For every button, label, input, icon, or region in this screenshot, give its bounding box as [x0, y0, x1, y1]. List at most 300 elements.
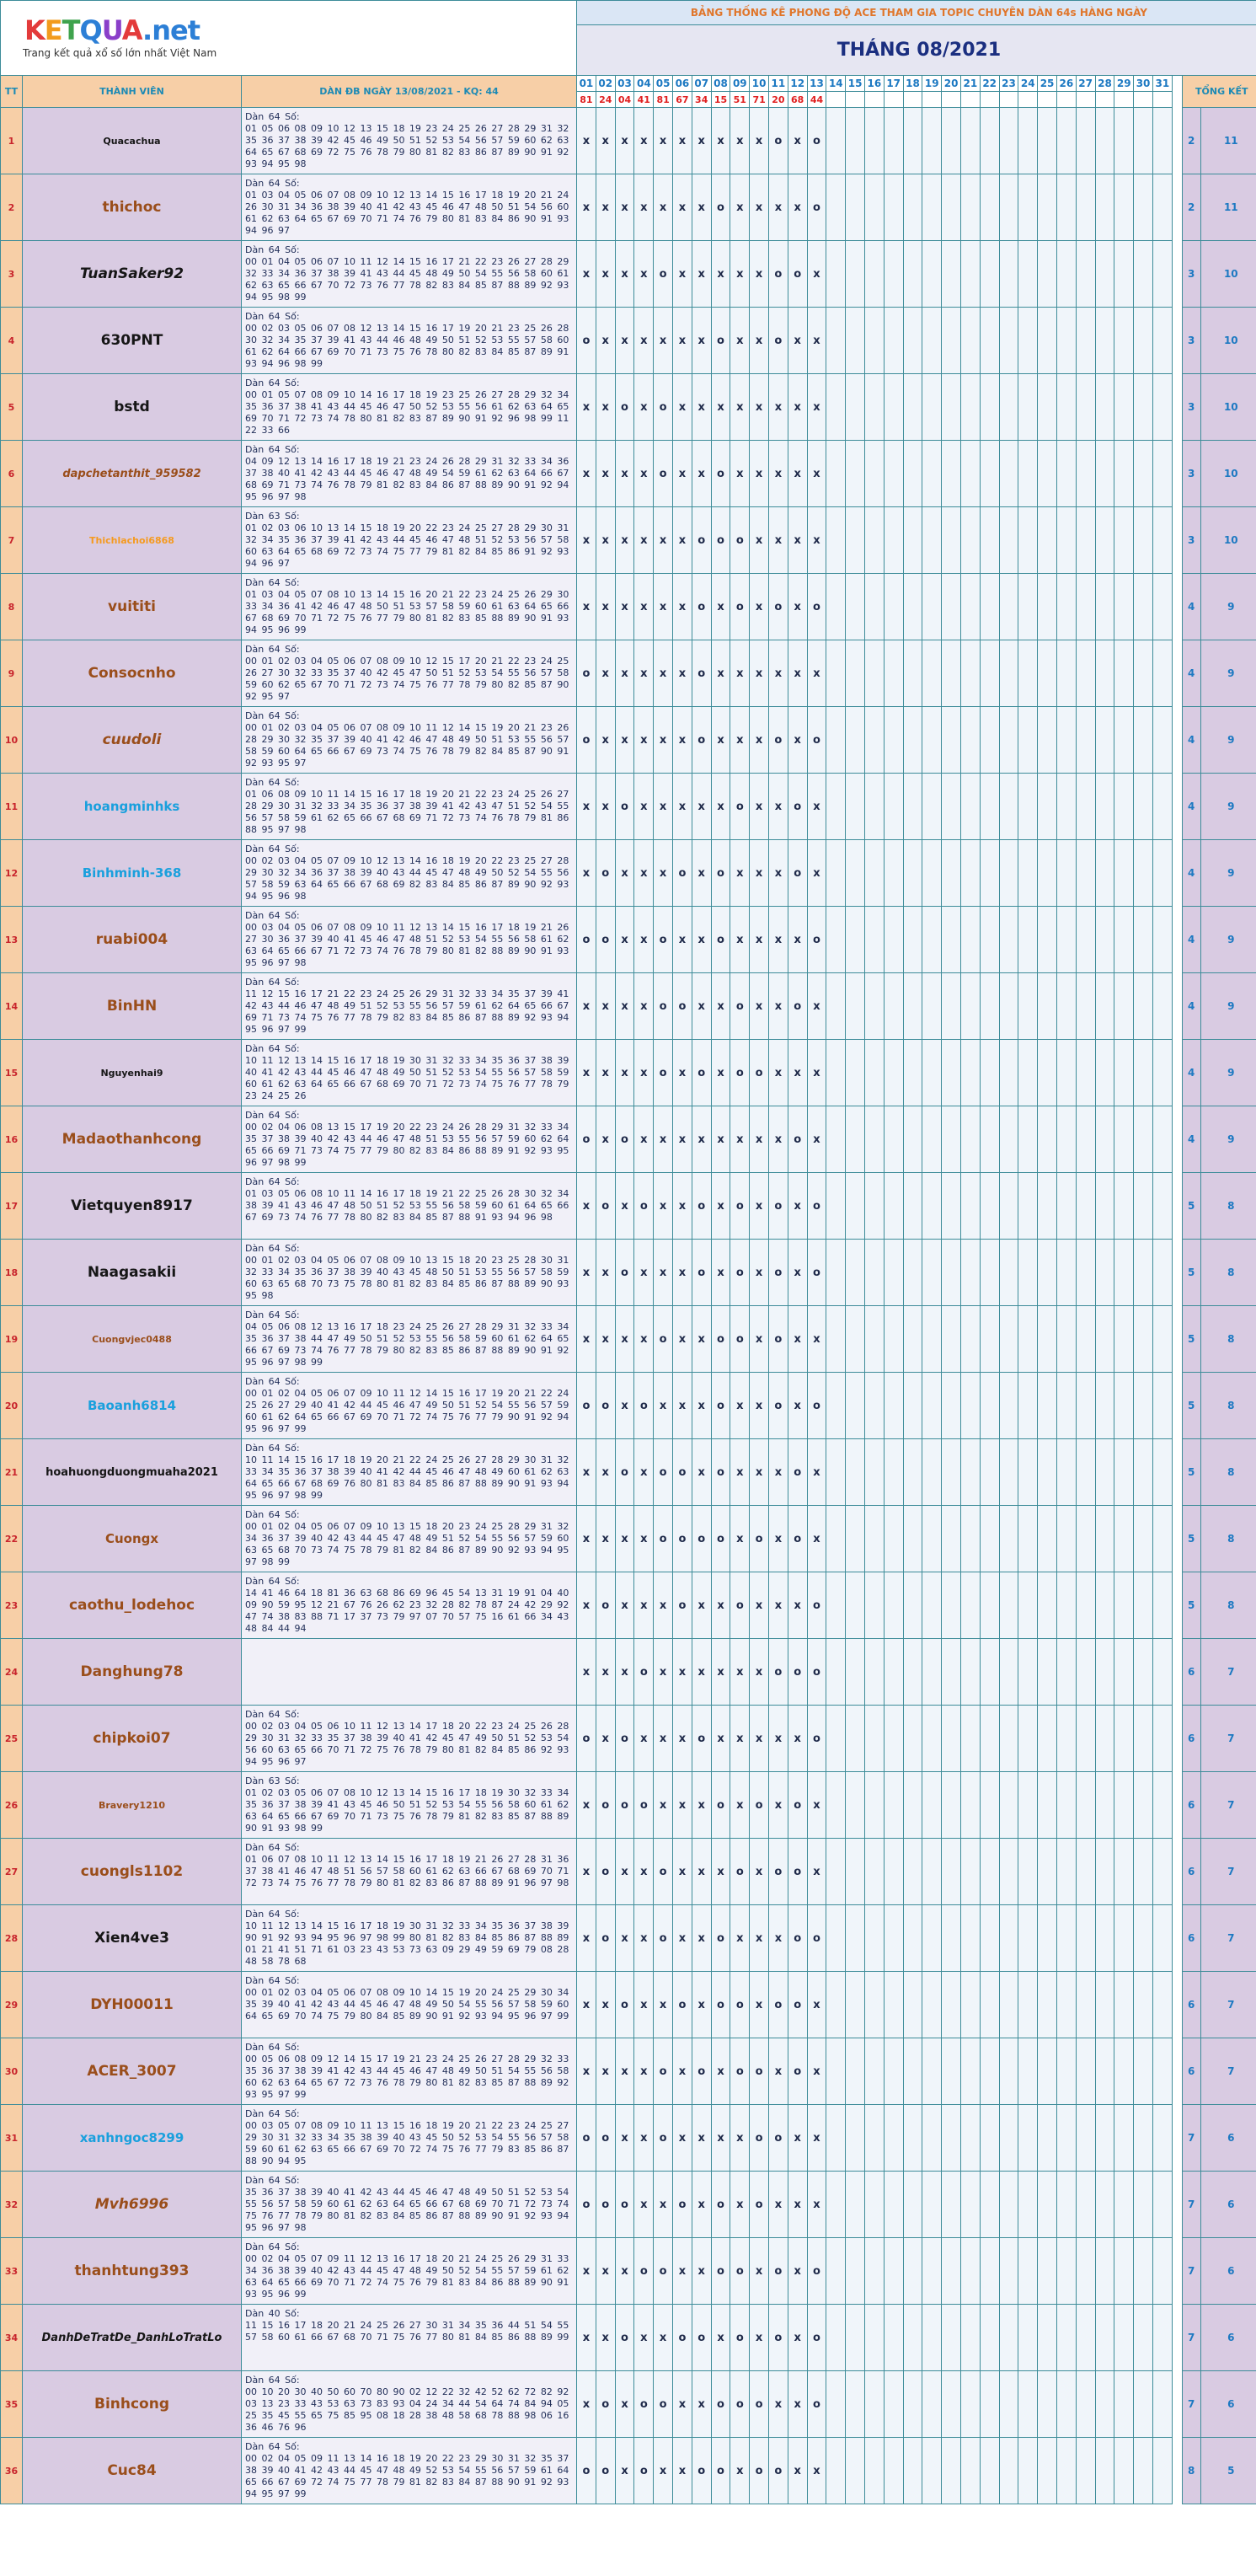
day-mark-empty [960, 1839, 980, 1905]
day-mark-empty [1056, 2238, 1076, 2305]
day-mark-empty [864, 1972, 884, 2038]
day-mark-empty [942, 1706, 961, 1772]
day-mark-empty [1056, 1772, 1076, 1839]
day-result-empty [826, 92, 846, 108]
member-name: DanhDeTratDe_DanhLoTratLo [23, 2305, 242, 2371]
day-mark: o [807, 907, 826, 973]
day-mark: x [673, 907, 692, 973]
day-mark: x [788, 1240, 807, 1306]
day-mark: o [730, 574, 750, 640]
day-header: 27 [1076, 76, 1095, 92]
member-name: Cuongx [23, 1506, 242, 1572]
day-mark-empty [1114, 1240, 1134, 1306]
day-header: 09 [730, 76, 750, 92]
row-index: 34 [1, 2305, 23, 2371]
day-mark-empty [999, 1839, 1018, 1905]
day-mark-empty [846, 1506, 865, 1572]
day-mark-empty [1134, 1240, 1153, 1306]
day-mark-empty [1038, 2038, 1057, 2105]
day-mark: x [654, 308, 673, 374]
day-mark-empty [1038, 1439, 1057, 1506]
day-mark: x [634, 640, 654, 707]
day-mark: x [807, 1040, 826, 1106]
day-mark: x [711, 1572, 730, 1639]
dan-numbers [242, 2105, 577, 2172]
day-mark-empty [1038, 1972, 1057, 2038]
day-mark-empty [1114, 374, 1134, 441]
day-mark-empty [1038, 2305, 1057, 2371]
dan-count-label: Dàn 64 Số: [245, 977, 300, 988]
day-mark: x [634, 441, 654, 507]
dan-count-label: Dàn 64 Số: [245, 2108, 300, 2119]
day-mark: x [807, 1106, 826, 1173]
day-mark-empty [864, 1706, 884, 1772]
day-mark: x [654, 1972, 673, 2038]
day-mark: o [692, 2305, 711, 2371]
day-mark: x [730, 441, 750, 507]
dan-number-list: 00 02 04 05 07 09 11 12 13 16 17 18 20 21 24 25 26 29 31 33 34 36 38 39 40 42 43 44 45 47 48 49 50 52 54 55 57 59 61 62 63 64 65 66 69 70 71 72 74 75 76 79 81 83 84 86 88 89 90 91 93 95 96 99 [245, 2253, 569, 2300]
day-mark: o [750, 1040, 769, 1106]
day-mark: x [673, 174, 692, 241]
day-mark-empty [1134, 2238, 1153, 2305]
day-mark-empty [903, 2305, 922, 2371]
day-mark-empty [884, 2305, 903, 2371]
table-row [1, 774, 1256, 840]
day-mark: x [730, 1506, 750, 1572]
day-mark: o [788, 1772, 807, 1839]
day-mark: x [673, 2038, 692, 2105]
day-mark-empty [1056, 308, 1076, 374]
day-mark: x [673, 1373, 692, 1439]
day-mark: x [577, 2371, 596, 2438]
day-mark: x [750, 774, 769, 840]
day-mark-empty [846, 2172, 865, 2238]
day-mark-empty [1018, 1706, 1038, 1772]
day-mark-empty [1018, 174, 1038, 241]
day-mark-empty [1056, 1706, 1076, 1772]
day-mark-empty [1134, 507, 1153, 574]
row-index: 26 [1, 1772, 23, 1839]
day-mark: x [692, 973, 711, 1040]
day-mark: o [788, 1639, 807, 1706]
day-mark: x [730, 1706, 750, 1772]
day-mark-empty [922, 1639, 942, 1706]
day-mark-empty [1095, 2438, 1114, 2504]
day-mark-empty [1018, 1639, 1038, 1706]
gap-cell [1172, 2438, 1182, 2504]
day-mark: o [788, 1106, 807, 1173]
dan-count-label: Dàn 64 Số: [245, 1309, 300, 1320]
day-mark: x [634, 507, 654, 574]
day-mark: o [750, 2438, 769, 2504]
total-losses: 11 [1200, 108, 1256, 174]
day-mark-empty [999, 308, 1018, 374]
day-mark: x [596, 1106, 615, 1173]
member-name: cuongls1102 [23, 1839, 242, 1905]
dan-count-label: Dàn 64 Số: [245, 1909, 300, 1920]
day-mark-empty [1095, 1772, 1114, 1839]
day-mark: x [711, 2038, 730, 2105]
day-mark: x [788, 1373, 807, 1439]
day-mark: x [615, 1306, 634, 1373]
table-row [1, 1106, 1256, 1173]
day-mark: o [634, 2438, 654, 2504]
gap-cell [1172, 1839, 1182, 1905]
logo-letter: . [142, 14, 152, 46]
day-mark: x [692, 1839, 711, 1905]
day-mark: o [769, 707, 788, 774]
day-result: 71 [750, 92, 769, 108]
day-mark: x [615, 2371, 634, 2438]
day-mark-empty [1056, 574, 1076, 640]
day-mark-empty [960, 2038, 980, 2105]
day-mark-empty [1076, 1905, 1095, 1972]
day-mark: o [654, 1439, 673, 1506]
day-mark: x [692, 1572, 711, 1639]
day-mark: o [615, 1439, 634, 1506]
day-mark-empty [884, 1306, 903, 1373]
day-mark-empty [942, 1572, 961, 1639]
day-mark-empty [922, 1106, 942, 1173]
day-mark-empty [1038, 640, 1057, 707]
day-mark: x [654, 1706, 673, 1772]
day-mark: x [788, 574, 807, 640]
day-mark: o [730, 774, 750, 840]
day-mark: x [750, 1306, 769, 1373]
dan-count-label: Dàn 64 Số: [245, 1842, 300, 1853]
day-mark-empty [1152, 840, 1172, 907]
day-mark-empty [1018, 2438, 1038, 2504]
day-result: 68 [788, 92, 807, 108]
day-mark-empty [884, 1772, 903, 1839]
day-mark: x [788, 707, 807, 774]
day-mark-empty [1114, 1106, 1134, 1173]
day-mark-empty [884, 1572, 903, 1639]
day-mark-empty [1018, 1240, 1038, 1306]
day-mark: x [615, 441, 634, 507]
day-mark-empty [1076, 1772, 1095, 1839]
total-wins: 6 [1182, 1706, 1200, 1772]
day-mark: x [615, 1639, 634, 1706]
day-header: 21 [960, 76, 980, 92]
dan-number-list: 00 01 02 03 04 05 06 07 08 09 10 12 15 17 20 21 22 23 24 25 26 27 30 32 33 35 37 40 42 45 47 50 51 52 53 54 55 56 57 58 59 60 62 65 67 70 71 72 73 74 75 76 77 78 79 80 82 85 87 90 92 95 97 [245, 656, 569, 702]
day-mark-empty [1152, 1572, 1172, 1639]
day-header: 02 [596, 76, 615, 92]
day-result-empty [942, 92, 961, 108]
day-mark-empty [1095, 1706, 1114, 1772]
table-row [1, 1173, 1256, 1240]
dan-count-label: Dàn 64 Số: [245, 2441, 300, 2452]
day-mark-empty [846, 840, 865, 907]
dan-numbers [242, 1439, 577, 1506]
day-mark: x [750, 1639, 769, 1706]
day-mark-empty [846, 2038, 865, 2105]
day-mark: o [769, 1839, 788, 1905]
day-mark: x [788, 2238, 807, 2305]
day-mark-empty [884, 1040, 903, 1106]
day-mark-empty [826, 1040, 846, 1106]
day-mark-empty [826, 441, 846, 507]
day-mark: x [634, 707, 654, 774]
total-wins: 5 [1182, 1439, 1200, 1506]
member-name: TuanSaker92 [23, 241, 242, 308]
day-mark-empty [1134, 840, 1153, 907]
day-header: 11 [769, 76, 788, 92]
dan-number-list: 01 03 04 05 07 08 10 13 14 15 16 20 21 22 23 24 25 26 29 30 33 34 36 41 42 46 47 48 50 51 53 57 58 59 60 61 63 64 65 66 67 68 69 70 71 72 75 76 77 79 80 81 82 83 85 88 89 90 91 93 94 95 96 99 [245, 589, 569, 635]
dan-count-label: Dàn 64 Số: [245, 1975, 300, 1986]
day-mark-empty [1038, 1373, 1057, 1439]
day-mark-empty [864, 1040, 884, 1106]
day-mark: x [596, 2238, 615, 2305]
day-mark-empty [1038, 507, 1057, 574]
day-mark: x [788, 2305, 807, 2371]
day-mark-empty [826, 774, 846, 840]
day-mark: o [730, 973, 750, 1040]
day-mark-empty [903, 707, 922, 774]
day-mark: o [750, 2172, 769, 2238]
day-result-empty [1114, 92, 1134, 108]
day-mark-empty [942, 1506, 961, 1572]
day-mark: x [615, 1040, 634, 1106]
day-mark: o [654, 907, 673, 973]
day-mark-empty [1056, 2172, 1076, 2238]
day-mark: x [634, 840, 654, 907]
day-mark-empty [846, 640, 865, 707]
day-mark-empty [999, 707, 1018, 774]
dan-count-label: Dàn 64 Số: [245, 2375, 300, 2386]
day-mark: x [615, 907, 634, 973]
day-mark: x [788, 374, 807, 441]
day-mark-empty [884, 640, 903, 707]
day-mark: x [711, 574, 730, 640]
row-index: 27 [1, 1839, 23, 1905]
total-losses: 7 [1200, 1972, 1256, 2038]
day-mark: o [596, 1772, 615, 1839]
day-mark: x [673, 374, 692, 441]
table-row [1, 2238, 1256, 2305]
day-mark-empty [884, 1106, 903, 1173]
total-losses: 9 [1200, 840, 1256, 907]
day-mark: x [807, 1306, 826, 1373]
day-mark-empty [846, 907, 865, 973]
dan-number-list: 00 02 03 05 06 07 08 12 13 14 15 16 17 19 20 21 23 25 26 28 30 32 34 35 37 39 41 43 44 46 48 49 50 51 52 53 55 57 58 60 61 62 64 66 67 69 70 71 73 75 76 78 80 82 83 84 85 87 89 91 93 94 96 98 99 [245, 323, 569, 369]
day-mark-empty [942, 174, 961, 241]
day-mark-empty [1134, 2038, 1153, 2105]
dan-count-label: Dàn 64 Số: [245, 777, 300, 788]
day-mark: o [615, 1240, 634, 1306]
day-mark: x [673, 774, 692, 840]
day-mark: x [577, 441, 596, 507]
member-name: Thichlachoi6868 [23, 507, 242, 574]
day-mark-empty [960, 973, 980, 1040]
day-mark: o [634, 1373, 654, 1439]
day-mark: x [730, 2438, 750, 2504]
gap-cell [1172, 774, 1182, 840]
day-mark-empty [960, 374, 980, 441]
day-mark: o [596, 1572, 615, 1639]
day-mark-empty [1038, 374, 1057, 441]
dan-count-label: Dàn 64 Số: [245, 843, 300, 854]
day-mark-empty [826, 840, 846, 907]
day-mark: o [577, 1106, 596, 1173]
day-mark-empty [864, 1905, 884, 1972]
day-mark-empty [999, 973, 1018, 1040]
day-mark-empty [1018, 441, 1038, 507]
day-mark: x [692, 840, 711, 907]
total-wins: 3 [1182, 441, 1200, 507]
day-mark-empty [980, 374, 999, 441]
day-mark: x [577, 774, 596, 840]
day-mark: x [788, 1572, 807, 1639]
total-losses: 9 [1200, 907, 1256, 973]
day-mark-empty [999, 2238, 1018, 2305]
day-mark-empty [1152, 174, 1172, 241]
day-mark: x [711, 1706, 730, 1772]
day-mark-empty [1152, 2371, 1172, 2438]
day-mark-empty [1095, 2172, 1114, 2238]
day-mark-empty [1076, 507, 1095, 574]
day-mark-empty [960, 1106, 980, 1173]
day-mark-empty [1056, 2105, 1076, 2172]
day-mark-empty [1134, 2438, 1153, 2504]
day-mark-empty [1095, 1572, 1114, 1639]
day-result: 20 [769, 92, 788, 108]
day-mark: x [788, 2105, 807, 2172]
table-row [1, 1240, 1256, 1306]
day-mark: o [788, 1972, 807, 2038]
day-mark-empty [980, 441, 999, 507]
gap-cell [1172, 241, 1182, 308]
day-mark: x [730, 374, 750, 441]
member-name: Baoanh6814 [23, 1373, 242, 1439]
day-mark-empty [1038, 2371, 1057, 2438]
day-mark: x [673, 1173, 692, 1240]
day-mark: x [577, 1506, 596, 1572]
day-mark-empty [884, 2105, 903, 2172]
day-mark-empty [980, 640, 999, 707]
day-mark: x [750, 707, 769, 774]
day-mark-empty [999, 907, 1018, 973]
day-mark-empty [1152, 1173, 1172, 1240]
day-mark: o [673, 840, 692, 907]
day-mark: x [692, 2172, 711, 2238]
member-name: dapchetanthit_959582 [23, 441, 242, 507]
day-mark-empty [922, 1706, 942, 1772]
dan-count-label: Dàn 63 Số: [245, 1775, 300, 1786]
day-mark-empty [1056, 174, 1076, 241]
day-mark: x [750, 1106, 769, 1173]
site-logo[interactable] [1, 15, 576, 46]
total-losses: 6 [1200, 2305, 1256, 2371]
day-mark-empty [922, 2305, 942, 2371]
day-mark-empty [884, 907, 903, 973]
day-mark-empty [980, 2172, 999, 2238]
day-mark-empty [1134, 374, 1153, 441]
table-row [1, 1972, 1256, 2038]
day-mark: o [654, 1839, 673, 1905]
day-mark-empty [864, 1572, 884, 1639]
day-mark-empty [960, 1706, 980, 1772]
day-mark: o [711, 1439, 730, 1506]
day-mark-empty [826, 1106, 846, 1173]
day-result-empty [1152, 92, 1172, 108]
day-mark-empty [1134, 1839, 1153, 1905]
day-mark: o [692, 640, 711, 707]
dan-number-list: 01 06 08 09 10 11 14 15 16 17 18 19 20 21 22 23 24 25 26 27 28 29 30 31 32 33 34 35 36 37 38 39 41 42 43 47 51 52 54 55 56 57 58 59 61 62 65 66 67 68 69 71 72 73 74 76 78 79 81 86 88 95 97 98 [245, 789, 569, 835]
dan-numbers [242, 2305, 577, 2371]
dan-count-label: Dàn 64 Số: [245, 1709, 300, 1720]
day-mark-empty [1095, 840, 1114, 907]
day-mark-empty [826, 507, 846, 574]
day-mark: o [615, 1706, 634, 1772]
gap-cell [1172, 1972, 1182, 2038]
day-mark-empty [942, 308, 961, 374]
day-mark-empty [1134, 1106, 1153, 1173]
day-mark-empty [1018, 973, 1038, 1040]
day-mark-empty [1152, 1439, 1172, 1506]
dan-number-list: 01 03 05 06 08 10 11 14 16 17 18 19 21 22 25 26 28 30 32 34 38 39 41 43 46 47 48 50 51 52 53 55 56 58 59 60 61 64 65 66 67 69 73 74 76 77 78 80 82 83 84 85 87 88 91 93 94 96 98 [245, 1188, 569, 1223]
total-losses: 6 [1200, 2371, 1256, 2438]
gap-cell [1172, 2371, 1182, 2438]
day-mark: o [634, 1173, 654, 1240]
total-losses: 7 [1200, 1706, 1256, 1772]
total-losses: 6 [1200, 2172, 1256, 2238]
day-mark-empty [980, 1572, 999, 1639]
day-mark-empty [884, 241, 903, 308]
day-mark: x [750, 2238, 769, 2305]
table-row [1, 108, 1256, 174]
day-mark-empty [903, 1639, 922, 1706]
day-mark-empty [1076, 774, 1095, 840]
day-mark: o [577, 2438, 596, 2504]
day-mark-empty [1038, 1706, 1057, 1772]
total-wins: 3 [1182, 241, 1200, 308]
day-result: 81 [654, 92, 673, 108]
day-result-empty [922, 92, 942, 108]
day-mark-empty [846, 308, 865, 374]
day-mark-empty [1095, 174, 1114, 241]
day-mark-empty [980, 2305, 999, 2371]
day-mark: x [711, 707, 730, 774]
day-mark-empty [1095, 1639, 1114, 1706]
day-mark-empty [980, 308, 999, 374]
total-wins: 6 [1182, 1639, 1200, 1706]
day-mark: o [654, 1506, 673, 1572]
day-mark-empty [846, 2238, 865, 2305]
total-wins: 4 [1182, 1040, 1200, 1106]
day-mark: x [769, 1040, 788, 1106]
day-mark-empty [942, 441, 961, 507]
day-mark-empty [1095, 640, 1114, 707]
day-mark: x [615, 574, 634, 640]
header-member: THÀNH VIÊN [23, 76, 242, 108]
day-mark: x [769, 1772, 788, 1839]
day-mark-empty [1095, 2238, 1114, 2305]
day-mark: x [634, 308, 654, 374]
day-mark-empty [1134, 308, 1153, 374]
day-mark: x [654, 2438, 673, 2504]
dan-numbers [242, 1706, 577, 1772]
gap-cell [1172, 1439, 1182, 1506]
day-mark: o [711, 2238, 730, 2305]
day-mark: o [730, 1572, 750, 1639]
day-mark: x [692, 1373, 711, 1439]
day-mark-empty [960, 1772, 980, 1839]
dan-count-label: Dàn 64 Số: [245, 1243, 300, 1254]
day-header: 24 [1018, 76, 1038, 92]
day-mark-empty [1134, 1506, 1153, 1572]
day-mark-empty [980, 174, 999, 241]
